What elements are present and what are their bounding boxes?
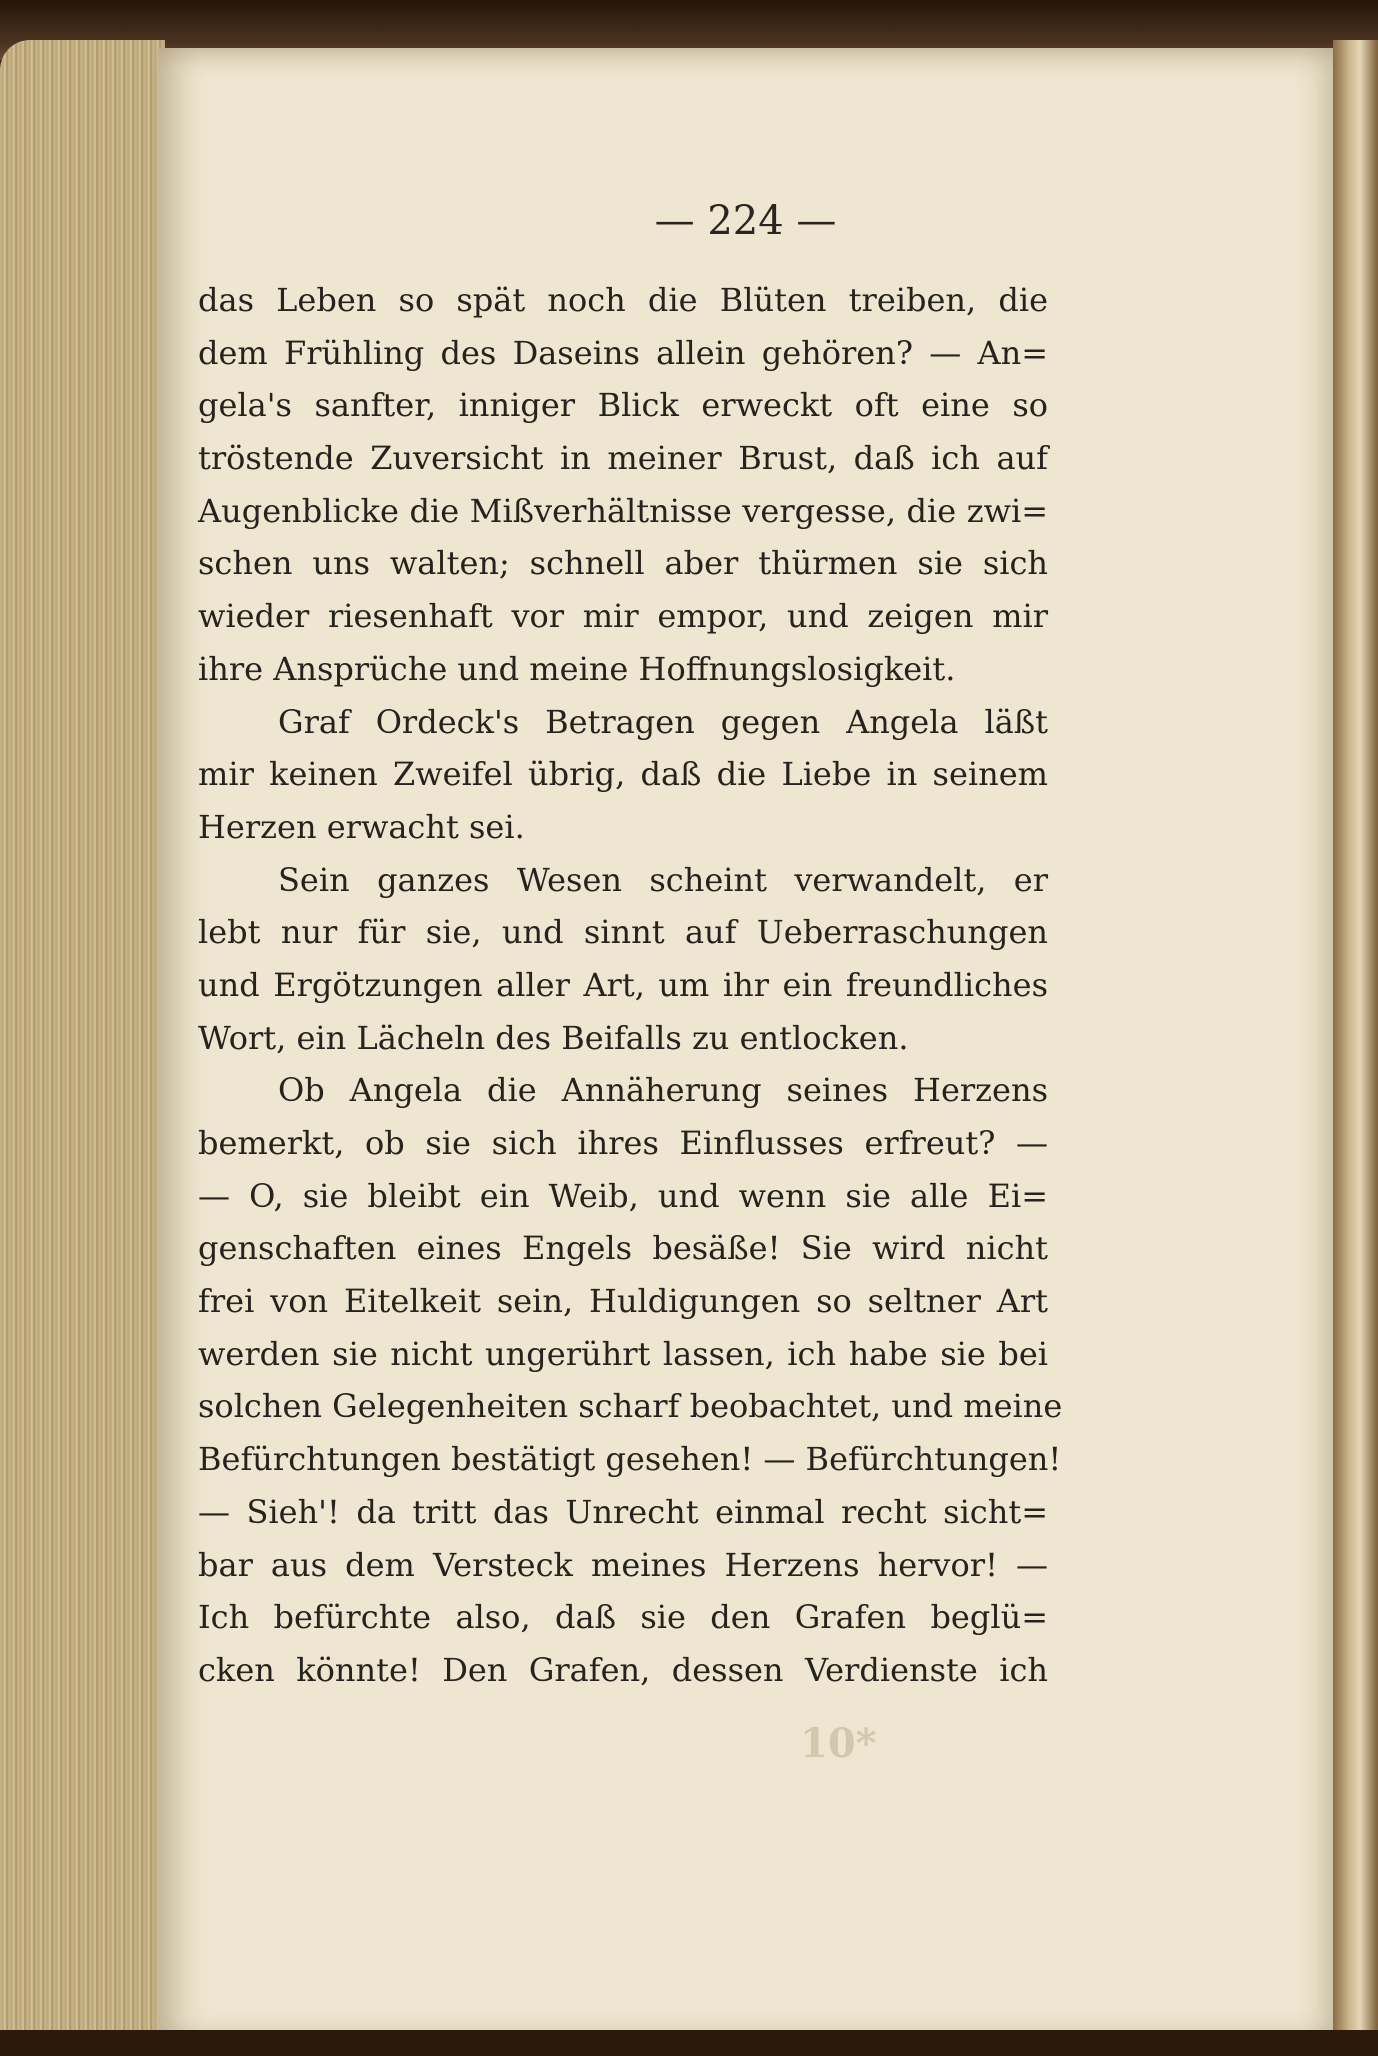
text-line: Ob Angela die Annäherung seines Herzens (278, 1071, 1048, 1110)
page-number: — 224 — (654, 198, 837, 244)
bottom-shadow (0, 2030, 1378, 2056)
text-line: Befürchtungen bestätigt gesehen! — Befürchtungen! (198, 1440, 1062, 1479)
text-line: frei von Eitelkeit sein, Huldigungen so seltner Art (198, 1282, 1048, 1321)
text-line: und Ergötzungen aller Art, um ihr ein freundliches (198, 965, 1048, 1004)
text-line: das Leben so spät noch die Blüten treiben, die (198, 281, 1048, 319)
text-line: mir keinen Zweifel übrig, daß die Liebe in seinem (198, 755, 1048, 794)
text-line: gela's sanfter, inniger Blick erweckt oft eine so (198, 386, 1048, 425)
text-line: cken könnte! Den Grafen, dessen Verdienste ich (198, 1650, 1048, 1689)
signature-mark: 10* (800, 1720, 877, 1767)
text-line: genschaften eines Engels besäße! Sie wird nicht (198, 1229, 1048, 1268)
page-edges-left (0, 40, 165, 2040)
text-line: solchen Gelegenheiten scharf beobachtet, und meine (198, 1387, 1063, 1426)
text-line: schen uns walten; schnell aber thürmen sie sich (198, 544, 1048, 583)
text-line: Augenblicke die Mißverhältnisse vergesse, die zwi= (198, 491, 1048, 530)
text-line: tröstende Zuversicht in meiner Brust, daß ich auf (198, 439, 1048, 478)
text-line: Ich befürchte also, daß sie den Grafen beglü= (198, 1598, 1048, 1637)
text-line: Herzen erwacht sei. (198, 807, 525, 846)
text-line: — O, sie bleibt ein Weib, und wenn sie alle Ei= (198, 1176, 1048, 1215)
text-line: dem Frühling des Daseins allein gehören? — An= (198, 333, 1048, 372)
text-line: Graf Ordeck's Betragen gegen Angela läßt (278, 702, 1048, 741)
page-edges-right (1333, 40, 1378, 2056)
text-line: ihre Ansprüche und meine Hoffnungslosigkeit. (198, 649, 956, 688)
text-line: lebt nur für sie, und sinnt auf Ueberraschungen (198, 913, 1048, 952)
text-line: bemerkt, ob sie sich ihres Einflusses erfreut? — (198, 1124, 1048, 1162)
body-text (198, 274, 1063, 1697)
text-line: Wort, ein Lächeln des Beifalls zu entlocken. (198, 1018, 909, 1057)
text-line: — Sieh'! da tritt das Unrecht einmal recht sicht= (198, 1492, 1048, 1531)
text-line: wieder riesenhaft vor mir empor, und zeigen mir (198, 597, 1048, 636)
text-line: Sein ganzes Wesen scheint verwandelt, er (278, 860, 1048, 899)
text-line: bar aus dem Versteck meines Herzens hervor! — (198, 1545, 1048, 1584)
text-line: werden sie nicht ungerührt lassen, ich habe sie bei (198, 1334, 1048, 1373)
